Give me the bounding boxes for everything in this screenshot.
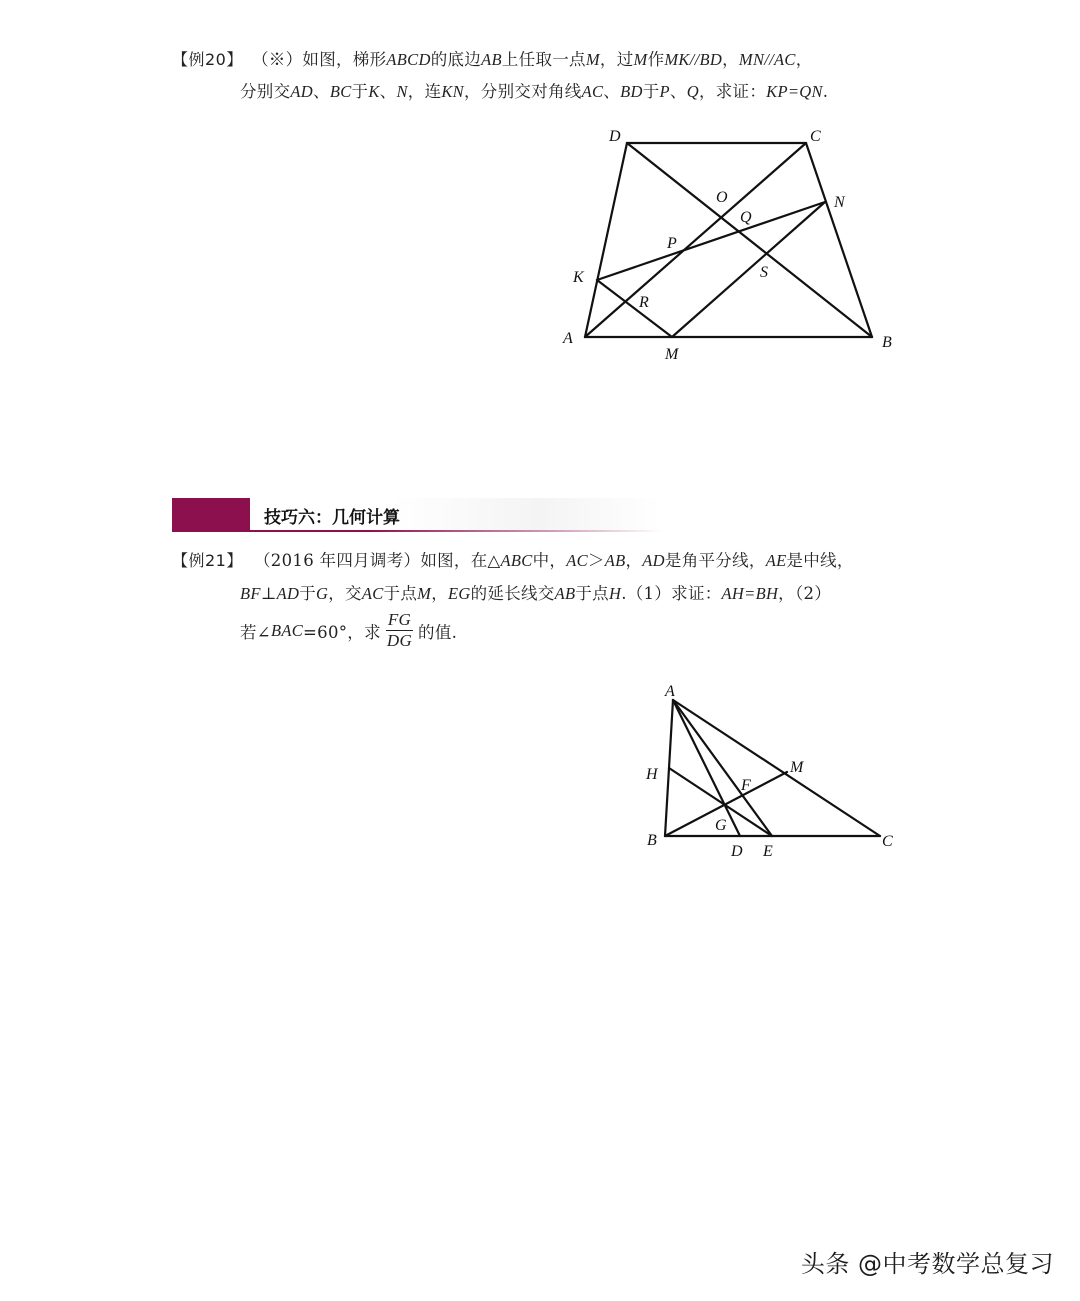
- example-21-line-3: 若∠ BAC =60°，求 $\frac{FG}{DG}$ 的值.: [240, 610, 458, 650]
- label-n: N: [834, 194, 845, 211]
- label-f: F: [741, 777, 751, 794]
- segment-ad: [673, 700, 740, 836]
- label-m: M: [665, 346, 679, 363]
- example-21-tag: 【例21】: [172, 551, 243, 570]
- example-21-line-2: BF⊥AD于G，交AC于点M，EG的延长线交AB于点H.（1）求证：AH=BH，（2）: [240, 584, 832, 603]
- label-b: B: [882, 334, 892, 351]
- example-20-line-2: 分别交AD、BC于K、N，连KN，分别交对角线AC、BD于P、Q，求证：KP=QN.: [240, 82, 829, 101]
- section-header-block: [172, 498, 250, 532]
- label-a: A: [563, 330, 573, 347]
- segment-ae: [673, 700, 772, 836]
- watermark: 头条 @中考数学总复习: [800, 1250, 1054, 1278]
- diagonal-bd: [627, 143, 872, 337]
- label-d: D: [731, 843, 743, 860]
- label-q: Q: [740, 209, 752, 226]
- label-m: M: [790, 759, 804, 776]
- label-e: E: [763, 843, 773, 860]
- label-g: G: [715, 817, 727, 834]
- example-21-line-1: （2016 年四月调考）如图，在△ABC中，AC＞AB，AD是角平分线，AE是中线，: [254, 551, 854, 570]
- example-20-tag: 【例20】: [172, 50, 243, 69]
- label-c: C: [810, 128, 821, 145]
- triangle-figure: [0, 660, 1080, 880]
- label-a: A: [665, 683, 675, 700]
- fraction-fg-over-dg: $\frac{FG}{DG}$: [386, 610, 413, 650]
- segment-bc: [806, 143, 872, 337]
- section-header: [172, 498, 662, 532]
- example-20-line-1: （※）如图，梯形ABCD的底边AB上任取一点M，过M作MK//BD，MN//AC，: [252, 50, 813, 69]
- label-h: H: [646, 766, 658, 783]
- diagonal-ac: [585, 143, 806, 337]
- label-p: P: [667, 235, 677, 252]
- section-header-rule: [172, 530, 662, 532]
- segment-ad: [585, 143, 627, 337]
- label-c: C: [882, 833, 893, 850]
- label-k: K: [573, 269, 584, 286]
- segment-kn: [597, 202, 825, 280]
- section-title: 技巧六：几何计算: [264, 508, 400, 528]
- label-s: S: [760, 264, 768, 281]
- label-b: B: [647, 832, 657, 849]
- trapezoid-figure: [0, 0, 1080, 420]
- label-d: D: [609, 128, 621, 145]
- label-o: O: [716, 189, 728, 206]
- label-r: R: [639, 294, 649, 311]
- segment-mk: [597, 280, 672, 337]
